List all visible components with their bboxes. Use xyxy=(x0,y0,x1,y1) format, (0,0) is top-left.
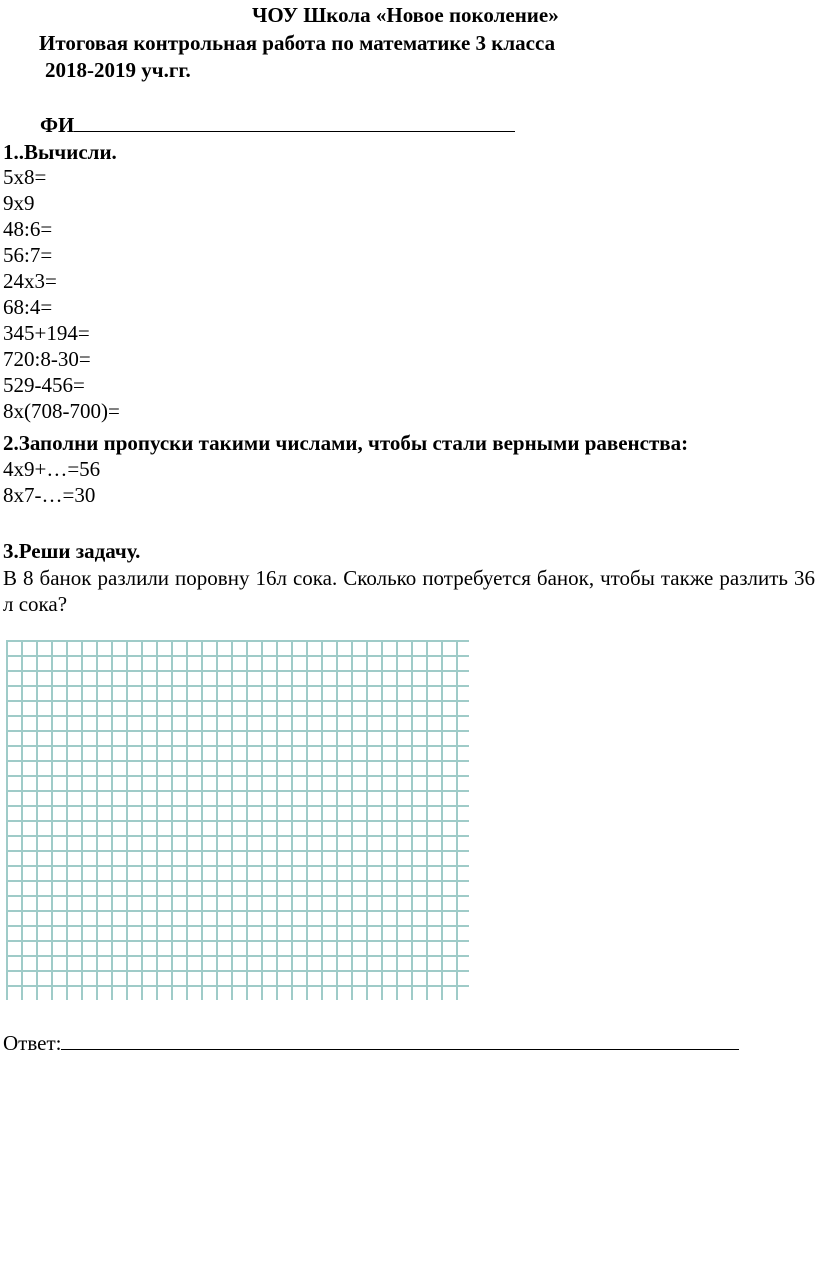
answer-label: Ответ: xyxy=(3,1031,62,1055)
task2-heading: 2.Заполни пропуски такими числами, чтобы стали верными равенства: xyxy=(3,431,689,455)
answer-underline xyxy=(61,1031,739,1050)
school-name: ЧОУ Школа «Новое поколение» xyxy=(252,3,559,27)
test-title: Итоговая контрольная работа по математике 3 класса xyxy=(39,31,556,55)
task1-item: 9х9 xyxy=(3,191,35,215)
task1-item: 5х8= xyxy=(3,165,47,189)
name-underline xyxy=(74,113,515,132)
task1-item: 345+194= xyxy=(3,321,90,345)
task2-item: 8х7-…=30 xyxy=(3,483,96,507)
school-year: 2018-2019 уч.гг. xyxy=(45,58,191,82)
answer-grid[interactable] xyxy=(6,640,469,1000)
task1-item: 68:4= xyxy=(3,295,53,319)
name-field[interactable] xyxy=(40,113,515,136)
task3-heading: 3.Реши задачу. xyxy=(3,539,141,563)
task1-item: 48:6= xyxy=(3,217,53,241)
task3-text: В 8 банок разлили поровну 16л сока. Сколько потребуется банок, чтобы также разлить 36 л сока? xyxy=(3,566,815,616)
task1-item: 56:7= xyxy=(3,243,53,267)
task1-item: 8х(708-700)= xyxy=(3,399,120,423)
task2-item: 4х9+…=56 xyxy=(3,457,101,481)
name-label: ФИ xyxy=(40,113,75,137)
task1-item: 720:8-30= xyxy=(3,347,91,371)
task1-item: 24х3= xyxy=(3,269,57,293)
task1-item: 529-456= xyxy=(3,373,85,397)
answer-field[interactable] xyxy=(3,1031,739,1054)
task1-heading: 1..Вычисли. xyxy=(3,140,117,164)
